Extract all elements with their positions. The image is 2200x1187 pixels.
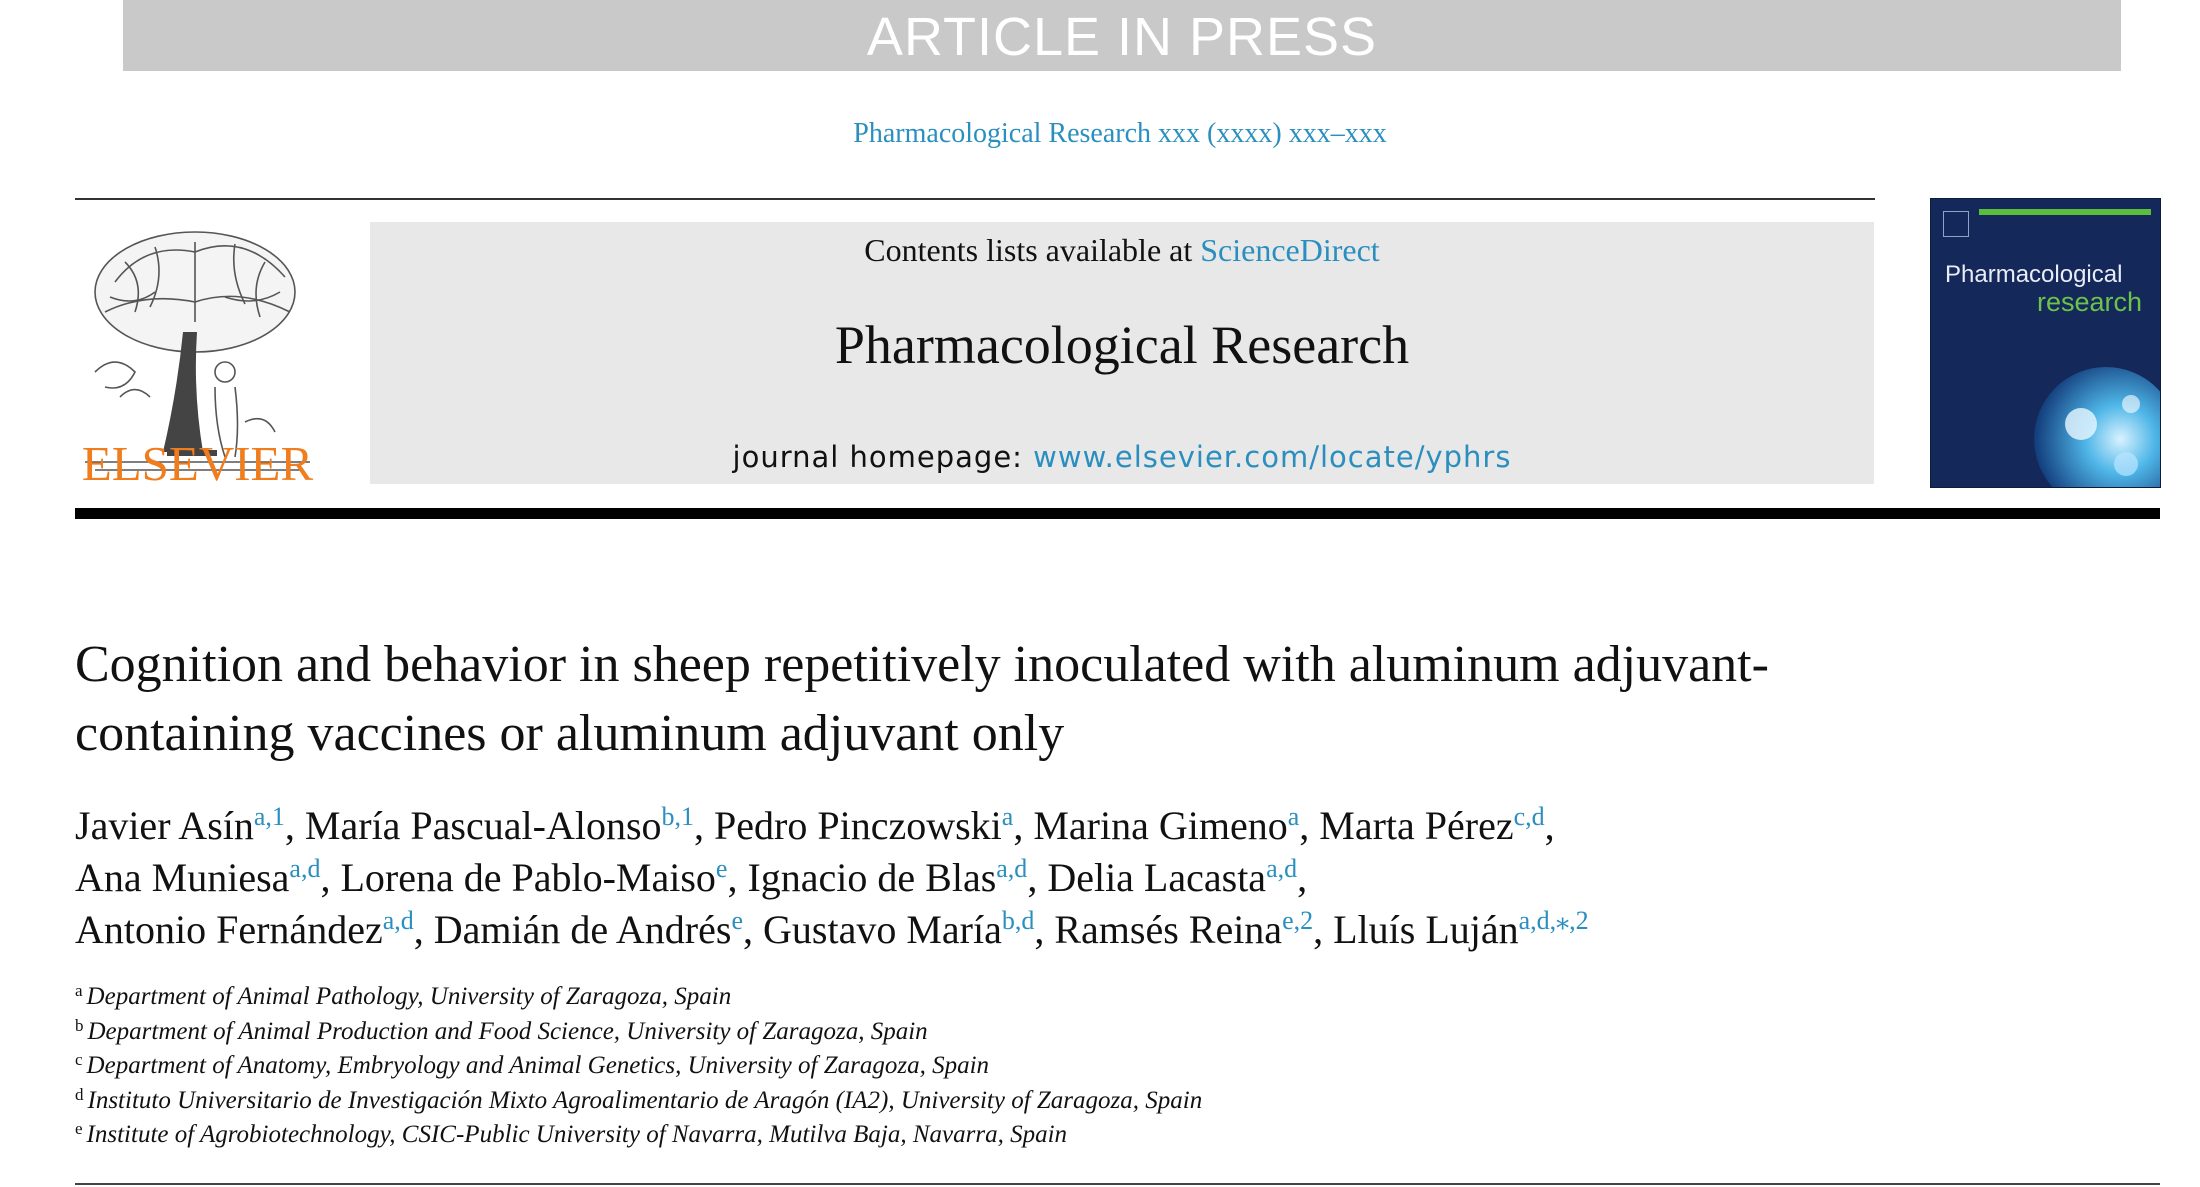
author-affiliation-marker[interactable]: b,d — [1001, 906, 1035, 935]
author-affiliation-marker[interactable]: a — [1001, 802, 1014, 831]
journal-name: Pharmacological Research — [834, 315, 1410, 375]
author-name[interactable]: Antonio Fernández$^{a,d}$, — [75, 906, 424, 952]
affiliation-item — [75, 1049, 2125, 1084]
affiliation-list — [75, 980, 2125, 1153]
article-in-press-text: ARTICLE IN PRESS — [866, 7, 1378, 67]
author-name[interactable]: Marta Pérez$^{c,d}$, — [1319, 802, 1555, 848]
cover-title-line1: Pharmacological — [1945, 261, 2123, 288]
author-affiliation-marker[interactable]: e — [715, 854, 728, 883]
homepage-line — [370, 440, 1874, 474]
affiliation-text: Instituto Universitario de Investigación Mixto Agroalimentario de Aragón (IA2), University of Zaragoza, Spain — [87, 1086, 1203, 1114]
journal-header — [370, 222, 1874, 484]
author-name[interactable]: Delia Lacasta$^{a,d}$, — [1047, 854, 1308, 900]
author-affiliation-marker[interactable]: a,d — [382, 906, 414, 935]
affiliation-item — [75, 1118, 2125, 1153]
affiliation-text: Department of Animal Production and Food Science, University of Zaragoza, Spain — [87, 1017, 928, 1045]
author-name-text: Marta Pérez — [1319, 803, 1514, 848]
author-affiliation-marker[interactable]: a,d,⁎,2 — [1518, 906, 1589, 935]
affiliation-text: Department of Anatomy, Embryology and Animal Genetics, University of Zaragoza, Spain — [86, 1052, 990, 1079]
author-name[interactable]: Ignacio de Blas$^{a,d}$, — [747, 854, 1038, 900]
author-name[interactable]: Lorena de Pablo-Maiso$^e$, — [340, 854, 738, 900]
author-name-text: Javier Asín — [75, 803, 254, 848]
author-name-text: María Pascual-Alonso — [304, 803, 662, 848]
author-name-text: Ignacio de Blas — [747, 855, 997, 900]
author-affiliation-marker[interactable]: e — [731, 906, 743, 935]
author-affiliation-marker[interactable]: c,d — [1513, 802, 1545, 831]
author-name-text: Gustavo María — [763, 907, 1002, 952]
affiliation-text: Institute of Agrobiotechnology, CSIC-Public University of Navarra, Mutilva Baja, Navarra, Spain — [86, 1121, 1068, 1148]
author-affiliation-marker[interactable]: e,2 — [1282, 906, 1314, 935]
author-affiliation-marker[interactable]: b,1 — [661, 802, 695, 831]
author-name[interactable]: María Pascual-Alonso$^{b,1}$, — [304, 802, 705, 848]
top-divider — [75, 198, 1875, 200]
affiliation-key: e — [75, 1119, 83, 1138]
article-in-press-banner — [123, 0, 2121, 71]
author-name[interactable]: Javier Asín$^{a,1}$, — [75, 802, 295, 848]
author-affiliation-marker[interactable]: a,1 — [253, 802, 285, 831]
affiliation-key: a — [75, 981, 83, 1000]
affiliation-key: b — [75, 1015, 84, 1035]
header-thick-divider — [75, 508, 2160, 519]
author-name-text: Marina Gimeno — [1033, 803, 1288, 848]
author-name-text: Lluís Luján — [1333, 907, 1519, 952]
author-affiliation-marker[interactable]: a,d — [1266, 854, 1298, 883]
contents-line — [370, 232, 1874, 269]
author-name-text: Damián de Andrés — [433, 907, 732, 952]
author-name[interactable]: Gustavo María$^{b,d}$, — [763, 906, 1045, 952]
cover-title-line2: research — [2036, 287, 2142, 317]
author-name[interactable]: Pedro Pinczowski$^a$, — [714, 802, 1024, 848]
author-name-text: Antonio Fernández — [75, 907, 383, 952]
affiliation-item — [75, 1084, 2125, 1119]
affiliation-key: d — [75, 1084, 84, 1104]
author-name-text: Ramsés Reina — [1054, 907, 1283, 952]
homepage-prefix: journal homepage: — [732, 440, 1023, 474]
elsevier-wordmark[interactable]: ELSEVIER — [81, 436, 314, 491]
bottom-divider — [75, 1183, 2160, 1185]
cover-artwork-icon — [1931, 199, 2160, 487]
cover-publisher-icon — [1943, 211, 1969, 237]
author-affiliation-marker[interactable]: a,d — [996, 854, 1028, 883]
journal-cover-image[interactable] — [1930, 198, 2161, 488]
contents-prefix: Contents lists available at — [864, 232, 1193, 268]
affiliation-item — [75, 1015, 2125, 1050]
homepage-url-link[interactable]: www.elsevier.com/locate/yphrs — [1033, 440, 1512, 474]
author-affiliation-marker[interactable]: a,d — [289, 854, 321, 883]
author-list — [75, 800, 2125, 956]
cover-accent-strip — [1979, 209, 2151, 215]
author-name-text: Lorena de Pablo-Maiso — [340, 855, 716, 900]
journal-citation-link[interactable]: Pharmacological Research xxx (xxxx) xxx–xxx — [853, 118, 1387, 149]
article-title: Cognition and behavior in sheep repetitively inoculated with aluminum adjuvant-containing vaccines or aluminum adjuvant only — [75, 636, 1769, 762]
author-name[interactable]: Marina Gimeno$^a$, — [1033, 802, 1310, 848]
affiliation-item — [75, 980, 2125, 1015]
author-name-text: Delia Lacasta — [1047, 855, 1267, 900]
author-name[interactable]: Ana Muniesa$^{a,d}$, — [75, 854, 331, 900]
author-name[interactable]: Damián de Andrés$^e$, — [433, 906, 753, 952]
author-name[interactable] — [1333, 907, 1589, 952]
author-affiliation-marker[interactable]: a — [1287, 802, 1300, 831]
author-name-text: Pedro Pinczowski — [714, 803, 1002, 848]
affiliation-text: Department of Animal Pathology, University of Zaragoza, Spain — [86, 983, 732, 1010]
sciencedirect-link[interactable]: ScienceDirect — [1200, 232, 1380, 268]
affiliation-key: c — [75, 1050, 83, 1069]
author-name[interactable]: Ramsés Reina$^{e,2}$, — [1054, 906, 1324, 952]
author-name-text: Ana Muniesa — [75, 855, 290, 900]
